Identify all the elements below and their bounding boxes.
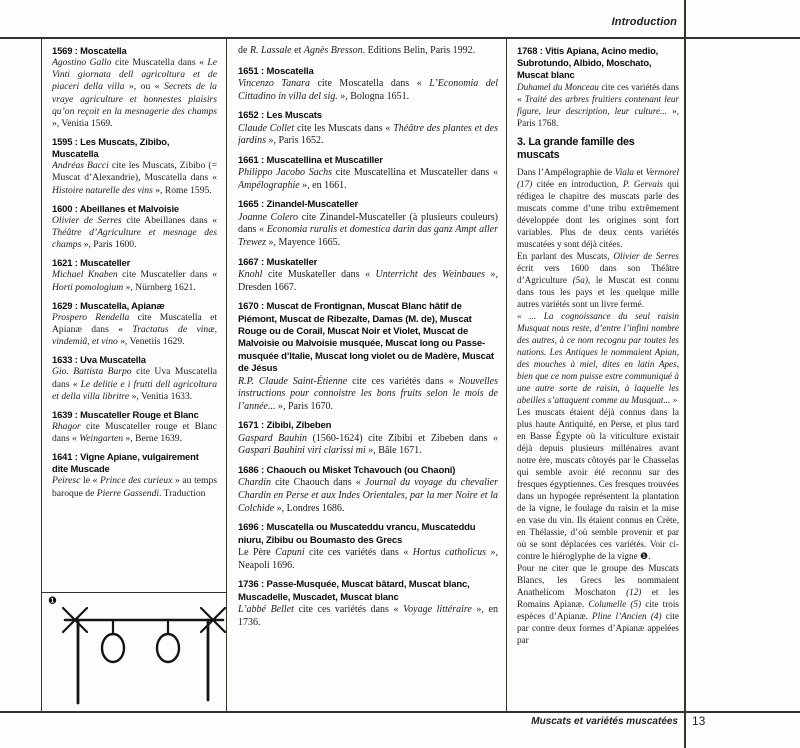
text-run: Rhagor [52, 421, 81, 433]
text-run: cite les Muscats dans « [294, 122, 394, 134]
text-run: cite Muskateller dans « [262, 268, 376, 280]
text-run: , le Muscat est connu dans tous les pays et les quelque mille autres variétés sont un livre fermé. [517, 275, 679, 309]
text-run: », Neapoli 1696. [238, 546, 498, 571]
text-run: Chardin [238, 477, 271, 489]
entry-body [238, 433, 498, 458]
text-run: cite les Muscats, Zibibo (= Muscat d’Alexandrie), Muscatella dans « [52, 160, 217, 184]
citation-entry [52, 451, 217, 499]
right-ring [157, 634, 179, 662]
entry-heading: 1652 : Les Muscats [238, 110, 322, 122]
text-run: R.P. Claude Saint-Étienne [238, 375, 348, 387]
prose-paragraph [517, 250, 679, 310]
text-run: Traité des arbres fruitiers contenant leur figure, leur description, leur culture... [517, 94, 679, 116]
text-run: Pierre Gassendi [96, 487, 160, 499]
text-run: Knohl [238, 268, 263, 280]
text-run: Tractatus de vinæ, vindemiâ, et vino [52, 324, 217, 348]
text-run: écrit vers 1600 dans son Théâtre d’Agriculture [517, 263, 679, 285]
text-run: Gio. Battista Barpo [52, 366, 132, 378]
text-run: Dans l’Ampélographie de [517, 167, 615, 177]
text-run: », Rome 1595. [152, 184, 212, 196]
text-run: », Bâle 1671. [365, 445, 422, 457]
text-run: « ... La cognoissance du seul raisin Musquat nous reste, d’entre l’infini nombre des autres, à ce nom recognu par toutes les nations. Les Antiques le nommaient Apian, des mouches à miel, dites en latin Apes, bien que ce nom puisse estre communiqué à une autre sorte de raisin, à laquelle les abeilles s’attaquent comme au Musquat... » [517, 311, 679, 405]
entry-body [238, 477, 498, 515]
entry-body [52, 57, 217, 130]
text-run: et les Romains Apianæ. [517, 587, 679, 609]
citation-entry [238, 465, 498, 515]
text-run: Secrets de la vraye agriculture et honnestes plaisirs qu’on reçoit en la mesnagerie des champs [52, 81, 217, 117]
text-run: cite Muscateller rouge et Blanc dans « [52, 421, 217, 445]
text-run: Columelle (5) [588, 599, 642, 609]
left-ring [102, 634, 124, 662]
entry-heading: 1671 : Zibibi, Zibeben [238, 420, 332, 432]
text-run: cite Chaouch dans « [270, 477, 365, 489]
entry-body [238, 376, 498, 414]
prose-paragraph [517, 166, 679, 250]
text-run: cite Muscatella dans « [111, 57, 208, 68]
text-run: Prospero Rendella [52, 311, 130, 323]
entry-heading: 1595 : Les Muscats, Zibibo, Muscatella [52, 136, 170, 160]
entry-heading: 1641 : Vigne Apiane, vulgairement dite Muscade [52, 451, 199, 475]
entry-heading: 1661 : Muscatellina et Muscatiller [238, 154, 383, 166]
text-run: », Venitia 1569. [52, 118, 113, 130]
entry-heading: 1651 : Moscatella [238, 65, 314, 77]
citation-entry [52, 409, 217, 445]
text-run: », Paris 1670. [275, 400, 333, 412]
citation-entry [52, 203, 217, 252]
vine-hieroglyph-drawing [41, 593, 226, 711]
text-run: », Londres 1686. [274, 502, 345, 514]
text-run: Unterricht des Weinbaues [375, 268, 485, 280]
entry-body [52, 312, 217, 349]
text-run: », en 1736. [238, 603, 498, 628]
citation-entry [238, 155, 498, 193]
text-run: Olivier de Serres [613, 251, 679, 261]
text-run: cite Muscatella et Apianæ dans « [52, 311, 217, 336]
entry-heading: 1667 : Muskateller [238, 256, 318, 268]
citation-entry [238, 579, 498, 629]
entry-body [238, 547, 498, 572]
vine-hieroglyph-figure [41, 593, 226, 711]
text-run: cite trois espèces d’Apianæ. [517, 599, 679, 621]
text-run: citée en introduction, [532, 179, 623, 189]
entry-body [238, 604, 498, 629]
entry-heading: 1665 : Zinandel-Muscateller [238, 199, 359, 211]
text-run: cite par contre deux formes d’Apianæ appelées par [517, 611, 679, 645]
citation-entry [238, 522, 498, 572]
text-run: », Nürnberg 1621. [123, 281, 196, 293]
text-run: Les muscats étaient déjà connus dans la plus haute Antiquité, en Perse, et plus tard en Basse Égypte où la viticulture existait déjà depuis plusieurs millénaires avant notre ère, muscats côtoyés par le Chasselas qui semble avoir été reconnu sur des fresques égyptiennes. Ces fresques trouvées dans un hypogée représentent la plantation de la vigne, le foulage du raisin et la mise en vase du vin. Ils étaient connus en Crète, en Thélassie, d’où semble provenir et par où se sont déplacées ces variétés. Voir ci-contre le hiéroglyphe de la vigne ❶. [517, 407, 679, 561]
text-run: cite Muscatellina et Muscateller dans « [332, 167, 498, 179]
citation-entry [238, 199, 498, 249]
text-run: de [238, 45, 250, 56]
text-run: Nouvelles instructions pour connoistre les bons fruits selon le mois de l’année... [238, 375, 498, 412]
text-run: Ampélographie [238, 179, 300, 191]
text-run: Weingarten [79, 433, 124, 445]
text-run: Peiresc [52, 475, 81, 487]
text-run: (5a) [572, 275, 588, 285]
text-run: cite ces variétés dans « [304, 546, 413, 558]
citation-entry [52, 136, 217, 197]
entry-body [52, 160, 217, 197]
continuation-text [238, 45, 498, 58]
entry-heading: 1768 : Vitis Apiana, Acino medio, Subrotundo, Albido, Moschato, Muscat blanc [517, 45, 659, 80]
text-run: cite Moscatella dans « [309, 78, 430, 89]
citation-entry [52, 300, 217, 349]
text-run: Pour ne citer que le groupe des Muscats Blancs, les Grecs les nommaient Anathelicom Moschaton [517, 563, 679, 597]
entry-heading: 1621 : Muscateller [52, 257, 131, 269]
citation-entry [238, 420, 498, 458]
citation-entry [238, 110, 498, 148]
entry-body [238, 167, 498, 192]
text-run: », Mayence 1665. [265, 236, 341, 248]
text-run: cite Abeillanes dans « [121, 214, 217, 226]
text-run: L’abbé Bellet [238, 603, 294, 615]
text-run: . Traduction [159, 487, 206, 499]
text-run: Le Père [238, 546, 276, 558]
text-run: cite ces variétés dans « [347, 375, 459, 387]
right-margin-rule [684, 0, 686, 748]
column-left [52, 45, 217, 591]
text-run: Pline l’Ancien (4) [591, 611, 662, 621]
text-run: Prince des curieux [100, 475, 173, 487]
text-run: » au temps baroque de [52, 475, 217, 499]
text-run: Capuni [275, 546, 305, 558]
figure-number-marker: ❶ [48, 596, 57, 607]
text-run: Vincenzo Tanara [238, 78, 310, 89]
running-footer: Muscats et variétés muscatées [531, 716, 678, 727]
text-run: Agnès Bresson [303, 45, 363, 56]
text-run: », Venetiis 1629. [117, 336, 185, 348]
entry-heading: 1600 : Abeillanes et Malvoisie [52, 202, 179, 214]
entry-body [517, 81, 679, 129]
prose-paragraph [517, 310, 679, 406]
text-run: », Dresden 1667. [238, 268, 498, 293]
citation-entry [52, 354, 217, 403]
text-run: Michael Knaben [52, 269, 118, 281]
citation-entry [238, 301, 498, 413]
text-run: », en 1661. [299, 179, 347, 191]
entry-body [52, 475, 217, 499]
text-run: Gaspari Bauhini viri clarissi mi [238, 445, 366, 457]
entry-heading: 1736 : Passe-Musquée, Muscat bâtard, Muscat blanc, Muscadelle, Muscadet, Muscat blanc [238, 579, 470, 603]
running-header: Introduction [611, 16, 677, 28]
entry-body [52, 366, 217, 403]
column-divider-2 [506, 38, 507, 711]
text-run: qui rédigea le chapitre des muscats parle des muscats comme d’une tribu extrêmement développée dont les origines sont fort variables. Plus de deux cents variétés muscatées y sont déjà citées. [517, 179, 679, 249]
entry-heading: 1569 : Moscatella [52, 45, 127, 56]
text-run: Economia ruralis et domestica darin das ganz Ampt aller Trewez [238, 224, 498, 248]
text-run: », Paris 1652. [265, 135, 324, 147]
column-center [238, 45, 498, 710]
column-divider-1 [226, 38, 227, 711]
text-run: Journal du voyage du chevalier Chardin en Perse et aux Indes Orientales, par la mer Noire et la Colchide [238, 477, 498, 514]
entry-heading: 1686 : Chaouch ou Misket Tchavouch (ou Chaoni) [238, 464, 456, 476]
text-run: », ou « [124, 81, 165, 93]
text-run: », Berne 1639. [123, 433, 182, 445]
entry-body [52, 215, 217, 252]
text-run: R. Lassale [249, 45, 292, 56]
citation-entry [517, 45, 679, 129]
text-run: Vermorel (17) [517, 167, 679, 189]
text-run: . Éditions Belin, Paris 1992. [362, 45, 476, 56]
text-run: Horti pomologium [52, 281, 124, 293]
text-run: Gaspard Bauhin [238, 432, 308, 444]
text-run: Histoire naturelle des vins [52, 184, 153, 196]
text-run: », Paris 1768. [517, 106, 679, 128]
text-run: Claude Collet [238, 122, 295, 134]
text-run: Voyage littéraire [403, 603, 472, 615]
text-run: Andréas Bacci [52, 160, 109, 172]
text-run: L’Economia del Cittadino in villa del sig. [238, 78, 498, 102]
text-run: (1560-1624) cite Zibibi et Zibeben dans « [307, 432, 498, 444]
text-run: Duhamel du Monceau [517, 82, 599, 92]
text-run: et [634, 167, 646, 177]
entry-body [238, 212, 498, 250]
text-run: Théâtre d’Agriculture et mesnage des champs [52, 227, 217, 251]
text-run: », Venitia 1633. [129, 390, 193, 402]
text-run: Hortus catholicus [412, 546, 487, 558]
section-heading: 3. La grande famille des muscats [517, 136, 635, 161]
entry-heading: 1670 : Muscat de Frontignan, Muscat Blanc hâtif de Piémont, Muscat de Ribezalte, Damas (M. de), Muscat Rouge ou de Corail, Muscat Noir et Violet, Muscat de Malvoisie ou Malvoisie musquée, Muscat long ou Passe-musquée d’Italie, Muscat long violet ou de Madère, Muscat de Jésus [238, 301, 494, 375]
entry-heading: 1639 : Muscateller Rouge et Blanc [52, 409, 199, 421]
entry-heading: 1633 : Uva Muscatella [52, 354, 146, 366]
text-run: le « [80, 475, 100, 487]
text-run: cite Muscateller dans « [117, 269, 217, 281]
prose-paragraph [517, 406, 679, 562]
entry-body [52, 421, 217, 445]
entry-body [238, 78, 498, 103]
entry-heading: 1696 : Muscatella ou Muscateddu vrancu, Muscateddu niuru, Zibibu ou Boumasto des Grecs [238, 522, 476, 546]
text-run: cite ces variétés dans « [517, 82, 679, 104]
citation-entry [238, 66, 498, 104]
column-right [517, 45, 679, 710]
text-run: et [291, 45, 304, 56]
text-run: Viala [614, 167, 635, 177]
text-run: cite Zinandel-Muscateller (à plusieurs couleurs) dans « [238, 211, 498, 236]
text-run: Agostino Gallo [52, 57, 112, 68]
entry-heading: 1629 : Muscatella, Apianæ [52, 299, 165, 311]
entry-body [52, 269, 217, 293]
citation-entry [52, 257, 217, 293]
page-number: 13 [692, 714, 706, 728]
header-rule [0, 37, 800, 39]
text-run: cite Uva Muscatella dans « [52, 366, 217, 390]
text-run: P. Gervais [622, 179, 663, 189]
text-run: », Bologna 1651. [337, 90, 410, 102]
prose-paragraph [517, 562, 679, 646]
text-run: Théâtre des plantes et des jardins [238, 122, 498, 147]
footer-rule [0, 711, 800, 713]
text-run: Le Vinti giornata dell agricoltura et de piaceri della villa [52, 57, 217, 93]
text-run: Olivier de Serres [52, 214, 122, 226]
entry-body [238, 123, 498, 148]
citation-entry [52, 45, 217, 130]
text-run: (12) [626, 587, 642, 597]
text-run: Philippo Jacobo Sachs [238, 167, 333, 179]
text-run: cite ces variétés dans « [293, 603, 404, 615]
text-run: », Paris 1600. [81, 239, 137, 251]
text-run: Joanne Colero [238, 211, 298, 223]
text-run: En parlant des Muscats, [517, 251, 614, 261]
entry-body [238, 269, 498, 294]
citation-entry [238, 257, 498, 295]
text-run: Le delitie e i frutti dell agricoltura et della villa libritre [52, 378, 217, 402]
